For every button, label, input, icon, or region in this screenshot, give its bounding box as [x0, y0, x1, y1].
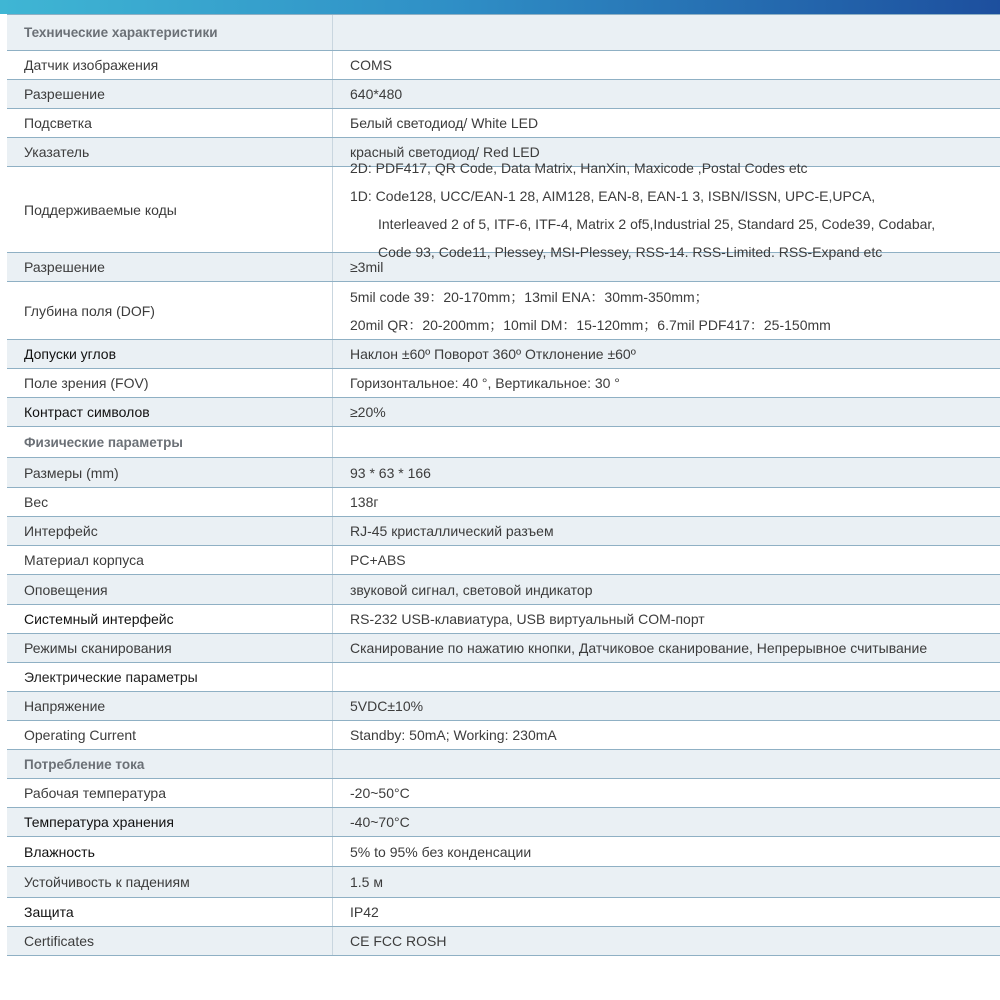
spec-value — [333, 867, 1000, 897]
spec-value — [333, 546, 1000, 574]
spec-value — [333, 517, 1000, 545]
table-row — [7, 837, 1000, 867]
spec-label: Рабочая температура — [7, 779, 333, 807]
spec-label: Operating Current — [7, 721, 333, 749]
spec-label: Размеры (mm) — [7, 458, 333, 487]
table-row — [7, 575, 1000, 605]
spec-value-line: -40~70°C — [350, 814, 410, 830]
spec-label: Системный интерфейс — [7, 605, 333, 633]
spec-value — [333, 750, 1000, 778]
spec-label: Защита — [7, 898, 333, 926]
spec-value — [333, 779, 1000, 807]
spec-value-line: PC+ABS — [350, 552, 406, 568]
table-row — [7, 458, 1000, 488]
spec-value — [333, 721, 1000, 749]
spec-label: Вес — [7, 488, 333, 516]
table-row — [7, 692, 1000, 721]
spec-label: Разрешение — [7, 253, 333, 281]
spec-value-line: ≥20% — [350, 404, 386, 420]
section-title: Потребление тока — [7, 750, 333, 778]
section-title: Технические характеристики — [7, 15, 333, 50]
spec-label: Материал корпуса — [7, 546, 333, 574]
table-row — [7, 51, 1000, 80]
table-row — [7, 282, 1000, 340]
spec-value-line: 5% to 95% без конденсации — [350, 843, 532, 860]
spec-value — [333, 898, 1000, 926]
spec-label: Certificates — [7, 927, 333, 955]
table-row — [7, 898, 1000, 927]
spec-value-line: 640*480 — [350, 86, 403, 102]
section-header-row — [7, 15, 1000, 51]
spec-label: Устойчивость к падениям — [7, 867, 333, 897]
spec-label: Интерфейс — [7, 517, 333, 545]
spec-label: Разрешение — [7, 80, 333, 108]
spec-value-line: IP42 — [350, 904, 379, 920]
spec-label: Температура хранения — [7, 808, 333, 836]
table-row — [7, 340, 1000, 369]
spec-value-line: RS-232 USB-клавиатура, USB виртуальный COM-порт — [350, 611, 705, 627]
spec-label: Режимы сканирования — [7, 634, 333, 662]
spec-value — [333, 159, 1000, 260]
header-accent-bar — [0, 0, 1000, 14]
spec-value — [333, 837, 1000, 866]
specifications-table — [7, 14, 1000, 956]
spec-label: Допуски углов — [7, 340, 333, 368]
spec-value-line: ≥3mil — [350, 259, 384, 275]
section-header-row — [7, 663, 1000, 692]
table-row — [7, 517, 1000, 546]
spec-value-line: Горизонтальное: 40 °, Вертикальное: 30 ° — [350, 375, 620, 391]
spec-value-line: Белый светодиод/ White LED — [350, 115, 539, 131]
spec-value — [333, 340, 1000, 368]
table-row — [7, 546, 1000, 575]
spec-value-line: RJ-45 кристаллический разъем — [350, 523, 554, 539]
table-row — [7, 253, 1000, 282]
spec-value — [333, 458, 1000, 487]
spec-value-line: CE FCC ROSH — [350, 933, 447, 949]
table-row — [7, 808, 1000, 837]
spec-value-line: 20mil QR：20-200mm；10mil DM：15-120mm；6.7mil PDF417：25-150mm — [350, 316, 831, 333]
spec-value-line: 2D: PDF417, QR Code, Data Matrix, HanXin, Maxicode ,Postal Codes etc — [350, 159, 808, 176]
spec-value-line: 93 * 63 * 166 — [350, 464, 431, 481]
spec-value — [333, 80, 1000, 108]
spec-value-line: 5mil code 39：20-170mm；13mil ENA：30mm-350mm； — [350, 288, 709, 305]
table-row — [7, 927, 1000, 956]
spec-value-line: 1D: Code128, UCC/EAN-1 28, AIM128, EAN-8, EAN-1 3, ISBN/ISSN, UPC-E,UPCA, — [350, 187, 876, 204]
section-title: Электрические параметры — [7, 663, 333, 691]
spec-value — [333, 927, 1000, 955]
spec-value — [333, 253, 1000, 281]
section-header-row — [7, 750, 1000, 779]
spec-value — [333, 575, 1000, 604]
section-title: Физические параметры — [7, 427, 333, 457]
spec-value — [333, 398, 1000, 426]
table-row — [7, 605, 1000, 634]
spec-value — [333, 634, 1000, 662]
spec-label: Датчик изображения — [7, 51, 333, 79]
spec-value — [333, 488, 1000, 516]
spec-label: Контраст символов — [7, 398, 333, 426]
spec-label: Оповещения — [7, 575, 333, 604]
spec-label: Указатель — [7, 138, 333, 166]
spec-value-line: Interleaved 2 of 5, ITF-6, ITF-4, Matrix 2 of5,Industrial 25, Standard 25, Code39, Codabar, — [378, 215, 936, 232]
table-row — [7, 109, 1000, 138]
spec-label: Напряжение — [7, 692, 333, 720]
table-row — [7, 721, 1000, 750]
spec-label: Влажность — [7, 837, 333, 866]
section-header-row — [7, 427, 1000, 458]
spec-value-line: красный светодиод/ Red LED — [350, 144, 540, 160]
spec-value — [333, 282, 1000, 339]
spec-value-line: 1.5 м — [350, 874, 383, 890]
spec-value — [333, 369, 1000, 397]
spec-value — [333, 605, 1000, 633]
spec-value-line: Standby: 50mA; Working: 230mA — [350, 727, 557, 743]
spec-value-line: Сканирование по нажатию кнопки, Датчиковое сканирование, Непрерывное считывание — [350, 640, 928, 656]
table-row — [7, 488, 1000, 517]
spec-value — [333, 692, 1000, 720]
spec-value-line: 5VDC±10% — [350, 698, 424, 714]
table-row — [7, 634, 1000, 663]
spec-value — [333, 15, 1000, 50]
spec-value — [333, 808, 1000, 836]
table-row — [7, 80, 1000, 109]
spec-value-line: звуковой сигнал, световой индикатор — [350, 581, 593, 598]
spec-value — [333, 427, 1000, 457]
spec-value — [333, 109, 1000, 137]
spec-label: Поддерживаемые коды — [7, 167, 333, 252]
spec-value-line: COMS — [350, 57, 392, 73]
table-row — [7, 159, 1000, 260]
table-row — [7, 398, 1000, 427]
spec-value-line: -20~50°C — [350, 785, 410, 801]
table-row — [7, 779, 1000, 808]
table-row — [7, 369, 1000, 398]
spec-label: Поле зрения (FOV) — [7, 369, 333, 397]
table-row — [7, 867, 1000, 898]
spec-value-line: 138г — [350, 494, 379, 510]
spec-value-line: Наклон ±60º Поворот 360º Отклонение ±60º — [350, 346, 636, 362]
spec-value-line: Code 93, Code11, Plessey, MSI-Plessey, RSS-14. RSS-Limited. RSS-Expand etc — [378, 243, 883, 260]
spec-value — [333, 51, 1000, 79]
spec-label: Глубина поля (DOF) — [7, 282, 333, 339]
spec-label: Подсветка — [7, 109, 333, 137]
spec-value — [333, 663, 1000, 691]
